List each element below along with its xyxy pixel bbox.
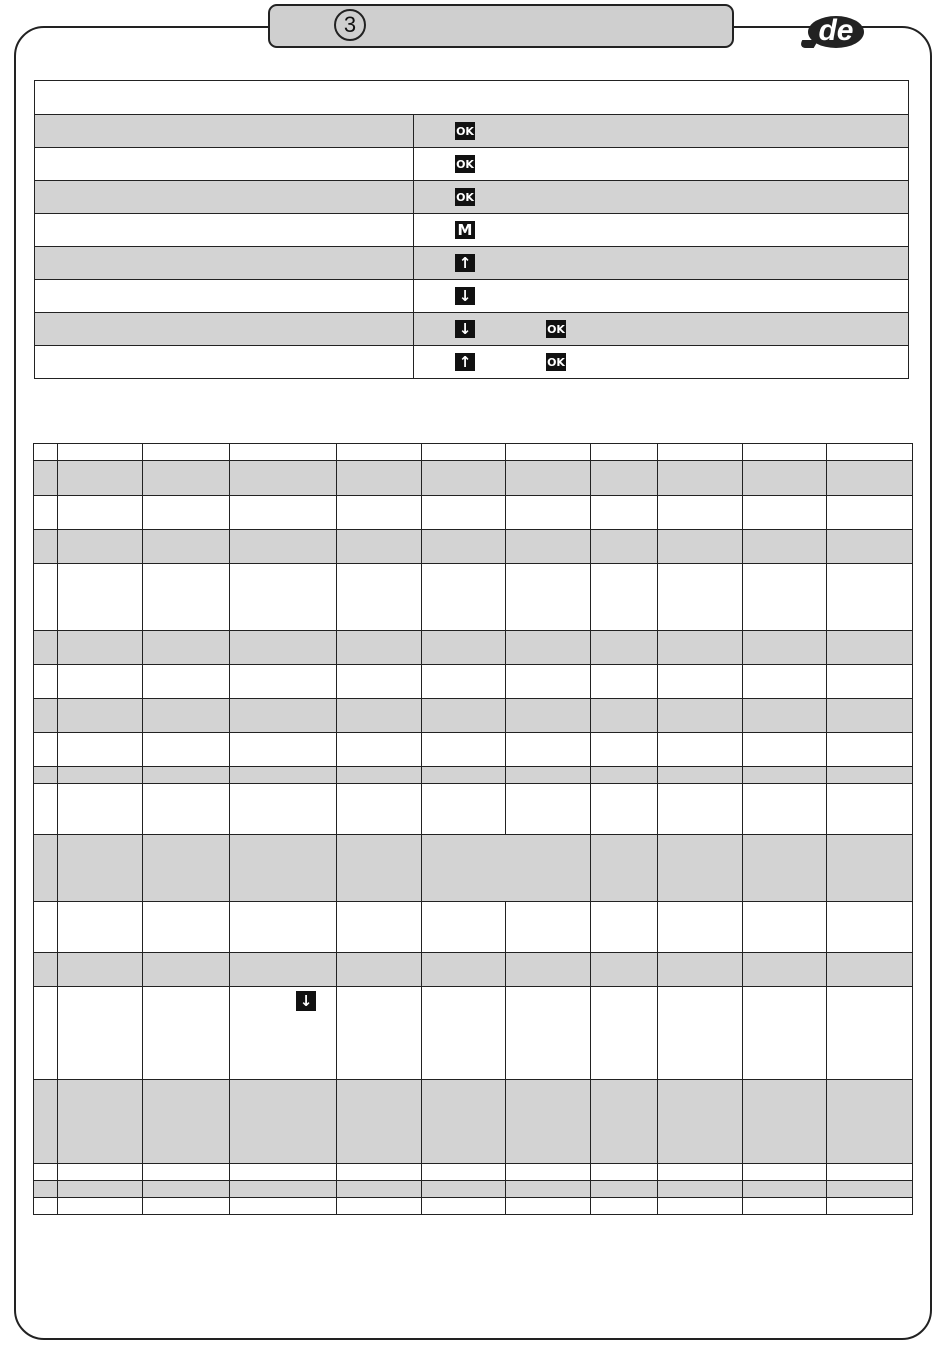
grid-row [34, 1164, 913, 1181]
key-row [35, 214, 909, 247]
ok-key-icon: OK [455, 188, 475, 206]
up-arrow-key-icon: ↑ [455, 254, 475, 272]
grid-row [34, 530, 913, 564]
grid-row [34, 1198, 913, 1215]
key-row [35, 115, 909, 148]
tab-connector-right [733, 26, 805, 28]
key-row [35, 280, 909, 313]
grid-row [34, 987, 913, 1080]
key-table [34, 80, 909, 379]
down-arrow-key-icon: ↓ [455, 287, 475, 305]
step-number: 3 [334, 9, 366, 41]
grid-row [34, 835, 913, 902]
key-table-title [35, 81, 909, 115]
grid-row [34, 902, 913, 953]
key-row-label [35, 181, 414, 214]
key-row-label [35, 313, 414, 346]
grid-header-row [34, 444, 913, 461]
ok-key-icon: OK [455, 122, 475, 140]
down-arrow-key-icon: ↓ [455, 320, 475, 338]
grid-row [34, 564, 913, 631]
grid-row [34, 665, 913, 699]
grid-row [34, 496, 913, 530]
key-row-label [35, 148, 414, 181]
ok-key-icon: OK [455, 155, 475, 173]
key-row-label [35, 247, 414, 280]
grid-row [34, 767, 913, 784]
parameter-grid [33, 443, 913, 1215]
language-label: de [818, 14, 854, 47]
key-row-label [35, 214, 414, 247]
key-row [35, 313, 909, 346]
tab-connector-left [250, 26, 270, 28]
up-arrow-key-icon: ↑ [455, 353, 475, 371]
grid-row [34, 784, 913, 835]
key-row-label [35, 346, 414, 379]
grid-row [34, 1080, 913, 1164]
key-row-label [35, 115, 414, 148]
ok-key-icon: OK [546, 353, 566, 371]
key-row [35, 181, 909, 214]
language-badge [800, 14, 868, 52]
key-row [35, 148, 909, 181]
key-row [35, 247, 909, 280]
grid-row [34, 699, 913, 733]
grid-row [34, 733, 913, 767]
menu-key-icon: M [455, 221, 475, 239]
key-row [35, 346, 909, 379]
grid-row [34, 461, 913, 496]
grid-row [34, 953, 913, 987]
down-arrow-key-icon: ↓ [296, 991, 316, 1011]
key-row-label [35, 280, 414, 313]
grid-row [34, 631, 913, 665]
ok-key-icon: OK [546, 320, 566, 338]
key-table-title-row [35, 81, 909, 115]
grid-row [34, 1181, 913, 1198]
